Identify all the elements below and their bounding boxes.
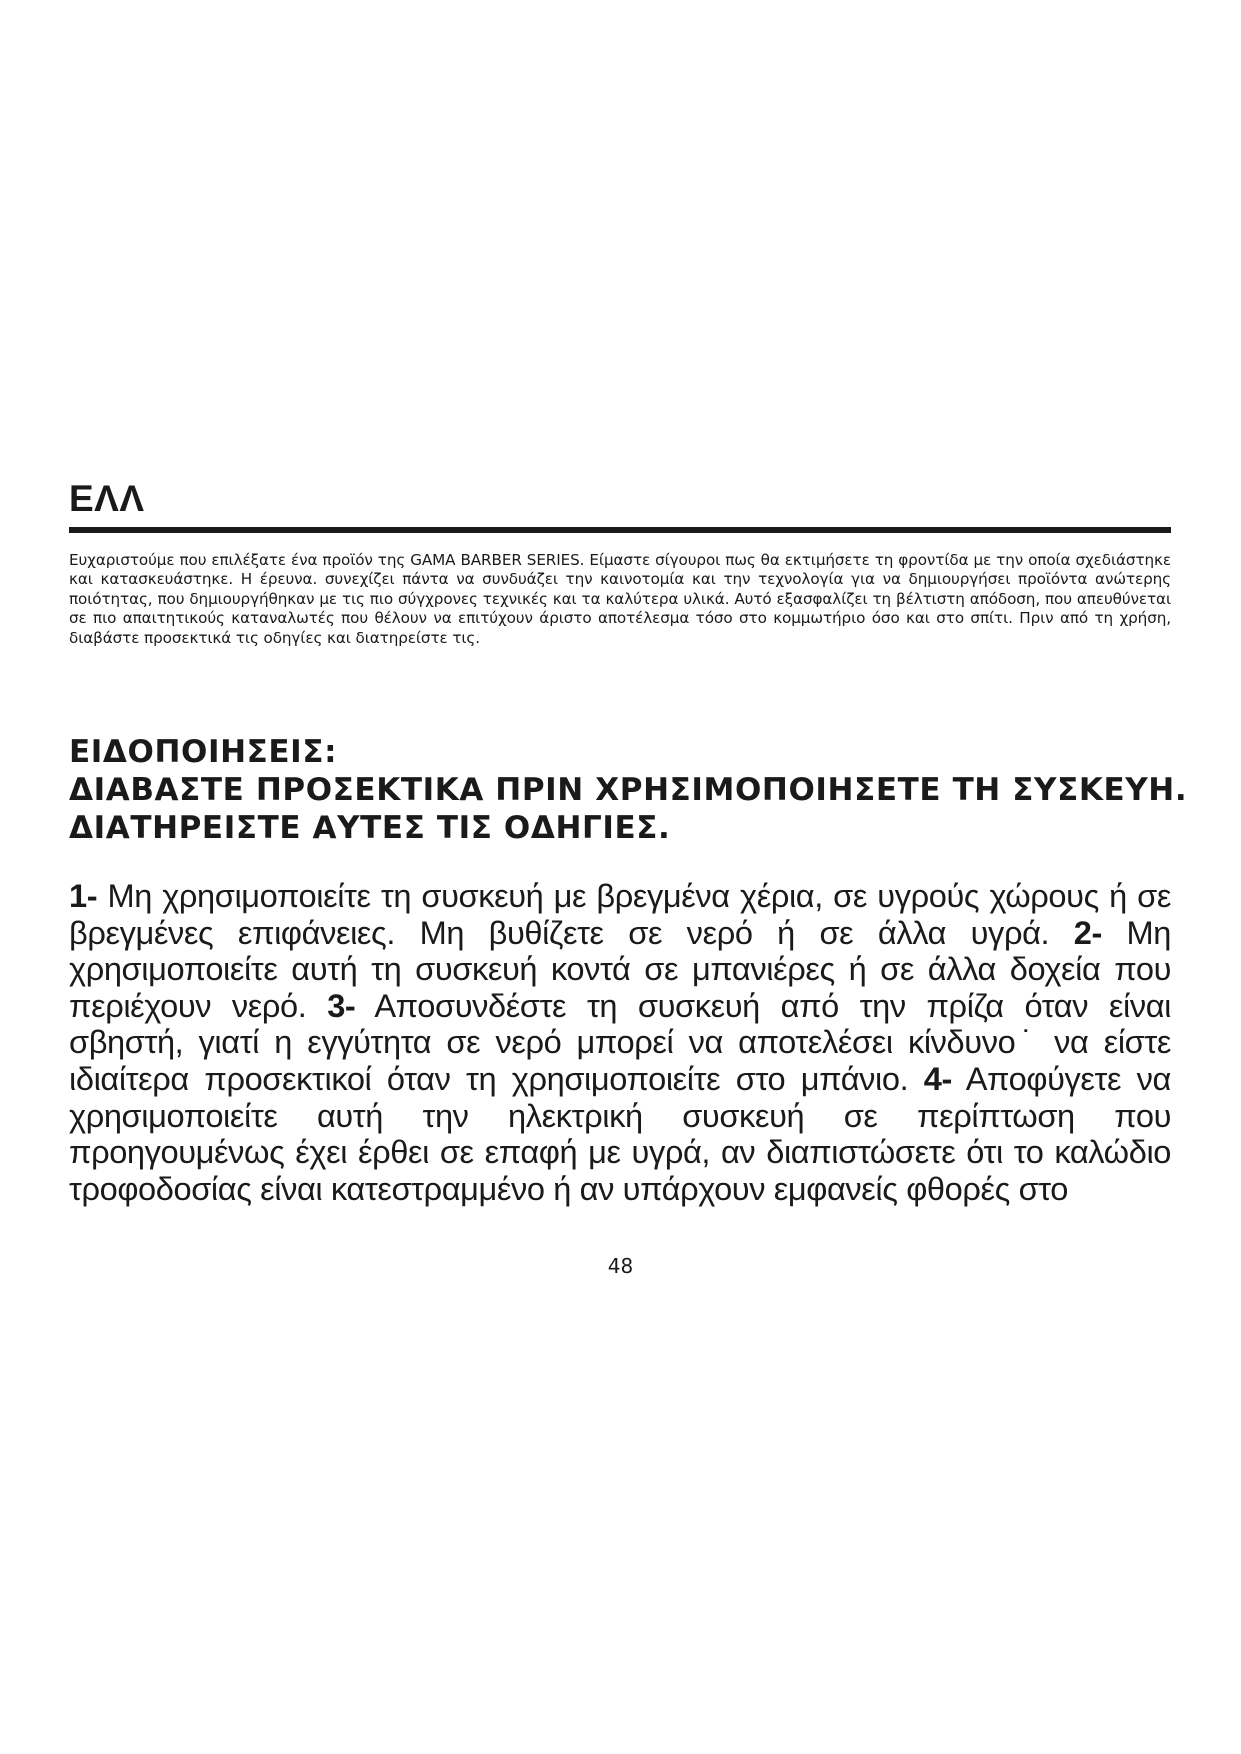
- item-text: Αποφύγετε να χρησιμοποιείτε αυτή την ηλεκτρική συσκευή σε περίπτωση που προηγουμένως έχει έρθει σε επαφή με υγρά, αν διαπιστώσετε ότι το καλώδιο τροφοδοσίας είναι κατεστραμμένο ή αν υπάρχουν εμφανείς φθορές στο: [69, 1059, 1171, 1207]
- item-text: Αποσυνδέστε τη συσκευή από την πρίζα όταν είναι σβηστή, γιατί η εγγύτητα σε νερό μπορεί να αποτελέσει κίνδυνο˙ να είστε ιδιαίτερα προσεκτικοί όταν τη χρησιμοποιείτε στο μπάνιο.: [69, 986, 1171, 1097]
- item-number: 1-: [69, 877, 98, 914]
- safety-instructions-paragraph: [69, 878, 1171, 1207]
- heading-divider: [69, 527, 1171, 533]
- warnings-heading: [69, 733, 1188, 847]
- warnings-line-read-carefully: ΔΙΑΒΑΣΤΕ ΠΡΟΣΕΚΤΙΚΑ ΠΡΙΝ ΧΡΗΣΙΜΟΠΟΙΗΣΕΤΕ ΤΗ ΣΥΣΚΕΥΗ.: [69, 772, 1188, 808]
- item-number: 3-: [327, 986, 356, 1024]
- section-language-heading: ΕΛΛ: [69, 478, 145, 519]
- item-text: Μη χρησιμοποιείτε αυτή τη συσκευή κοντά σε μπανιέρες ή σε άλλα δοχεία που περιέχουν νερό.: [69, 913, 1171, 1024]
- item-number: 4-: [923, 1059, 952, 1097]
- intro-paragraph: Ευχαριστούμε που επιλέξατε ένα προϊόν της GAMA BARBER SERIES. Είμαστε σίγουροι πως θα εκτιμήσετε τη φροντίδα με την οποία σχεδιάστηκε και κατασκευάστηκε. Η έρευνα. συνεχίζει πάντα να συνδυάζει την καινοτομία και την τεχνολογία για να δημιουργήσει προϊόντα ανώτερης ποιότητας, που δημιουργήθηκαν με τις πιο σύγχρονες τεχνικές και τα καλύτερα υλικά. Αυτό εξασφαλίζει τη βέλτιστη απόδοση, που απευθύνεται σε πιο απαιτητικούς καταναλωτές που θέλουν να επιτύχουν άριστο αποτέλεσμα τόσο στο κομμωτήριο όσο και στο σπίτι. Πριν από τη χρήση, διαβάστε προσεκτικά τις οδηγίες και διατηρείστε τις.: [69, 551, 1171, 647]
- item-text: Μη χρησιμοποιείτε τη συσκευή με βρεγμένα χέρια, σε υγρούς χώρους ή σε βρεγμένες επιφάνειες. Μη βυθίζετε σε νερό ή σε άλλα υγρά.: [69, 877, 1171, 951]
- item-number: 2-: [1073, 913, 1102, 951]
- warnings-title: ΕΙΔΟΠΟΙΗΣΕΙΣ:: [69, 734, 338, 770]
- page-number: 48: [607, 1254, 634, 1278]
- warnings-line-keep-instructions: ΔΙΑΤΗΡΕΙΣΤΕ ΑΥΤΕΣ ΤΙΣ ΟΔΗΓΙΕΣ.: [69, 810, 671, 846]
